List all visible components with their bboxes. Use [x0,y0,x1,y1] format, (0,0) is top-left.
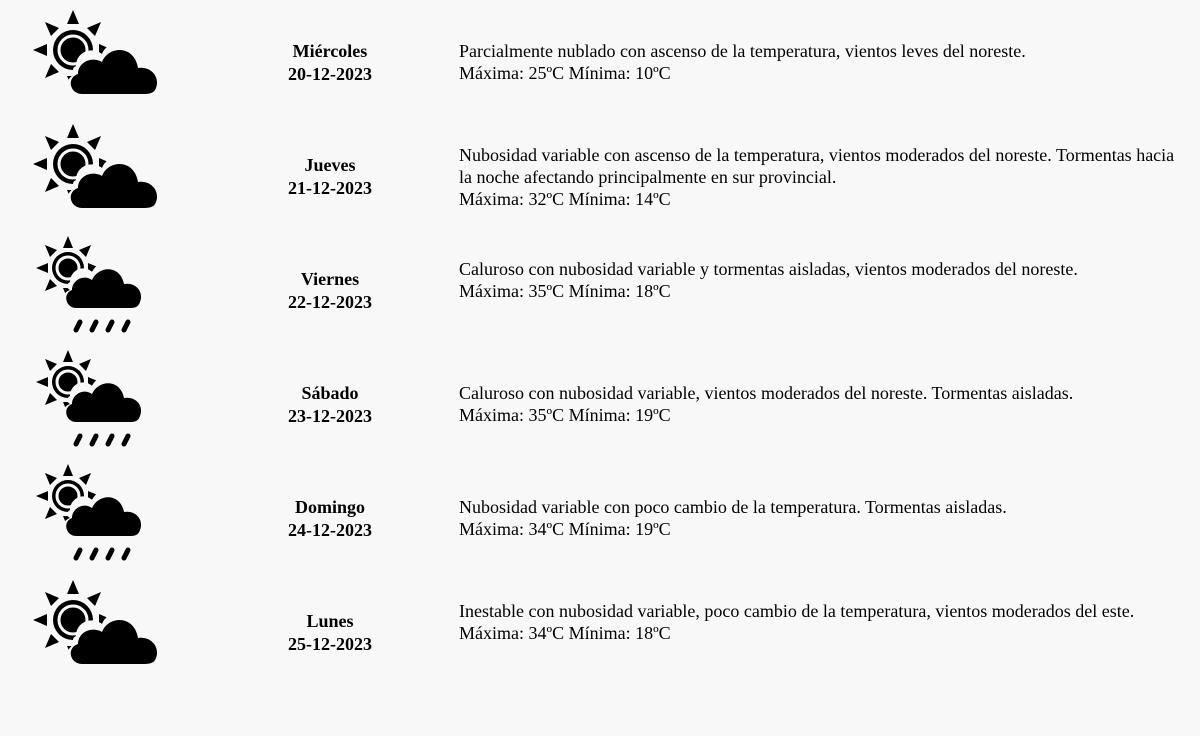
temperature-range: Máxima: 35ºC Mínima: 18ºC [459,281,671,301]
temperature-range: Máxima: 35ºC Mínima: 19ºC [459,405,671,425]
day-date-cell [250,382,410,428]
forecast-description [459,382,1189,426]
date: 20-12-2023 [288,64,372,84]
partly-cloudy-rain-icon [26,464,162,568]
temperature-range: Máxima: 25ºC Mínima: 10ºC [459,63,671,83]
description-text: Caluroso con nubosidad variable, vientos moderados del noreste. Tormentas aisladas. [459,383,1074,403]
partly-cloudy-rain-icon [26,236,162,340]
forecast-description [459,496,1189,540]
date: 21-12-2023 [288,178,372,198]
day-date-cell [250,40,410,86]
description-text: Caluroso con nubosidad variable y tormentas aisladas, vientos moderados del noreste. [459,259,1078,279]
temperature-range: Máxima: 32ºC Mínima: 14ºC [459,189,671,209]
forecast-description [459,144,1189,210]
day-name: Jueves [304,155,356,175]
day-date-cell [250,610,410,656]
date: 22-12-2023 [288,292,372,312]
day-name: Viernes [300,269,360,289]
day-name: Domingo [294,497,365,517]
forecast-row [0,0,1200,114]
forecast-row [0,228,1200,342]
description-text: Nubosidad variable con ascenso de la temperatura, vientos moderados del noreste. Tormentas hacia la noche afectando principalmente en sur provincial. [459,145,1175,187]
description-text: Inestable con nubosidad variable, poco cambio de la temperatura, vientos moderados del este. [459,601,1135,621]
partly-cloudy-icon [26,8,162,112]
forecast-row [0,114,1200,228]
forecast-description [459,40,1189,84]
date: 24-12-2023 [288,520,372,540]
date: 25-12-2023 [288,634,372,654]
forecast-row [0,342,1200,456]
partly-cloudy-rain-icon [26,350,162,454]
day-name: Miércoles [292,41,368,61]
partly-cloudy-icon [26,122,162,226]
forecast-description [459,600,1189,644]
forecast-description [459,258,1189,302]
temperature-range: Máxima: 34ºC Mínima: 19ºC [459,519,671,539]
description-text: Parcialmente nublado con ascenso de la temperatura, vientos leves del noreste. [459,41,1026,61]
day-name: Sábado [301,383,359,403]
forecast-row [0,456,1200,570]
forecast-row [0,570,1200,684]
date: 23-12-2023 [288,406,372,426]
description-text: Nubosidad variable con poco cambio de la temperatura. Tormentas aisladas. [459,497,1007,517]
day-date-cell [250,268,410,314]
day-name: Lunes [306,611,354,631]
temperature-range: Máxima: 34ºC Mínima: 18ºC [459,623,671,643]
partly-cloudy-icon [26,578,162,682]
day-date-cell [250,496,410,542]
day-date-cell [250,154,410,200]
